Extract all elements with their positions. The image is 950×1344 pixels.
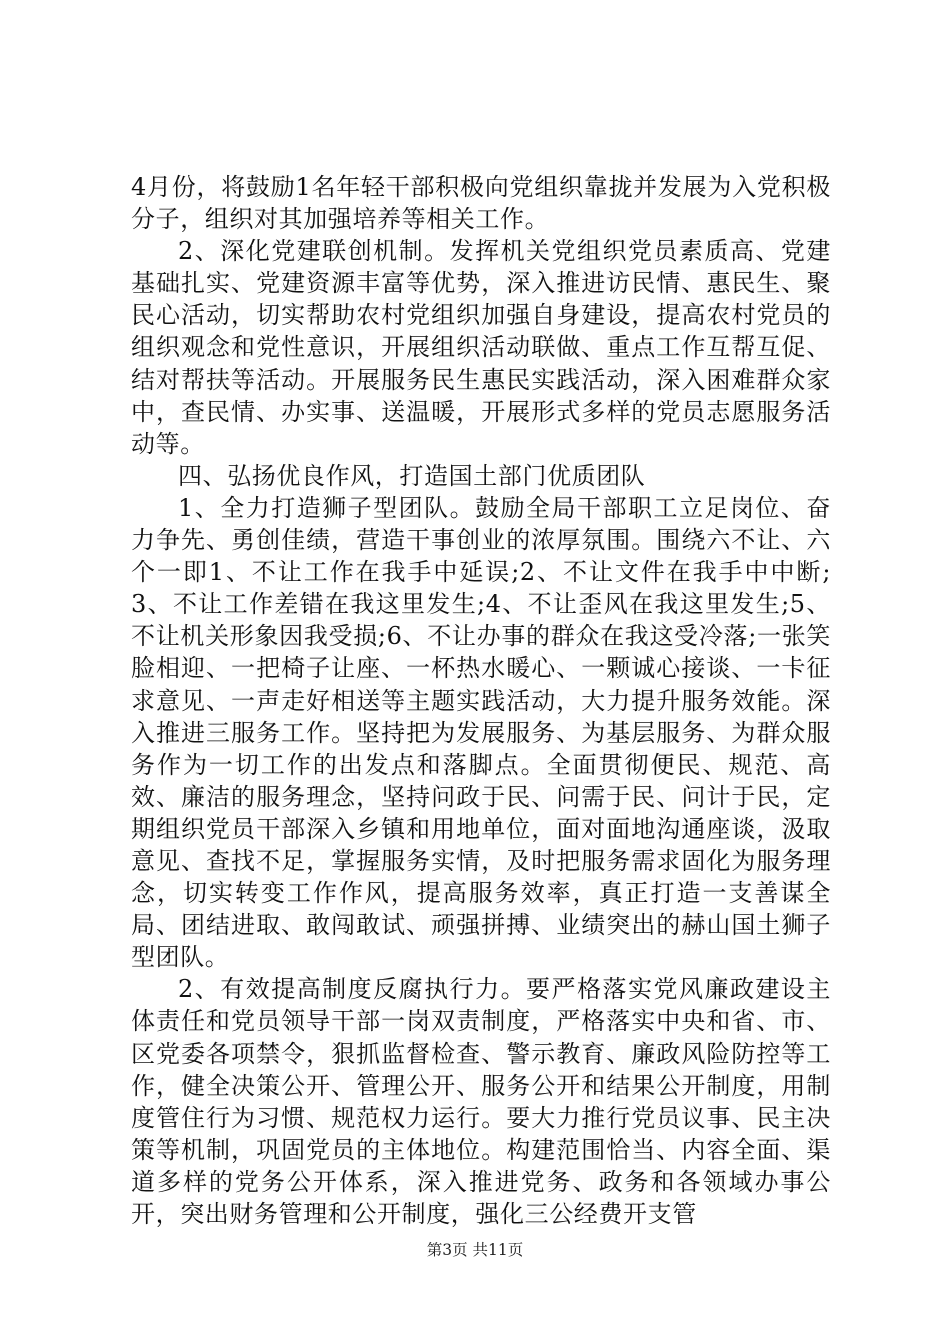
paragraph-continuation: 4月份，将鼓励1名年轻干部积极向党组织靠拢并发展为入党积极分子，组织对其加强培养等相关工作。 <box>131 173 831 234</box>
paragraph-party-building-mechanism: 2、深化党建联创机制。发挥机关党组织党员素质高、党建基础扎实、党建资源丰富等优势，深入推进访民情、惠民生、聚民心活动，切实帮助农村党组织加强自身建设，提高农村党员的组织观念和党性意识，开展组织活动联做、重点工作互帮互促、结对帮扶等活动。开展服务民生惠民实践活动，深入困难群众家中，查民情、办实事、送温暖，开展形式多样的党员志愿服务活动等。 <box>131 237 831 458</box>
paragraph-lion-team: 1、全力打造狮子型团队。鼓励全局干部职工立足岗位、奋力争先、勇创佳绩，营造干事创业的浓厚氛围。围绕六不让、六个一即1、不让工作在我手中延误;2、不让文件在我手中中断;3、不让工作差错在我这里发生;4、不让歪风在我这里发生;5、不让机关形象因我受损;6、不让办事的群众在我这受冷落;一张笑脸相迎、一把椅子让座、一杯热水暖心、一颗诚心接谈、一卡征求意见、一声走好相送等主题实践活动，大力提升服务效能。深入推进三服务工作。坚持把为发展服务、为基层服务、为群众服务作为一切工作的出发点和落脚点。全面贯彻便民、规范、高效、廉洁的服务理念，坚持问政于民、问需于民、问计于民，定期组织党员干部深入乡镇和用地单位，面对面地沟通座谈，汲取意见、查找不足，掌握服务实情，及时把服务需求固化为服务理念，切实转变工作作风，提高服务效率，真正打造一支善谋全局、团结进取、敢闯敢试、顽强拼搏、业绩突出的赫山国土狮子型团队。 <box>131 493 831 972</box>
paragraph-anti-corruption: 2、有效提高制度反腐执行力。要严格落实党风廉政建设主体责任和党员领导干部一岗双责制度，严格落实中央和省、市、区党委各项禁令，狠抓监督检查、警示教育、廉政风险防控等工作，健全决策公开、管理公开、服务公开和结果公开制度，用制度管住行为习惯、规范权力运行。要大力推行党员议事、民主决策等机制，巩固党员的主体地位。构建范围恰当、内容全面、渠道多样的党务公开体系，深入推进党务、政务和各领域办事公开，突出财务管理和公开制度，强化三公经费开支管 <box>131 975 831 1228</box>
section-heading-work-style: 四、弘扬优良作风，打造国土部门优质团队 <box>178 461 646 490</box>
page-number-footer: 第3页 共11页 <box>426 1241 524 1259</box>
document-body <box>131 171 831 1230</box>
